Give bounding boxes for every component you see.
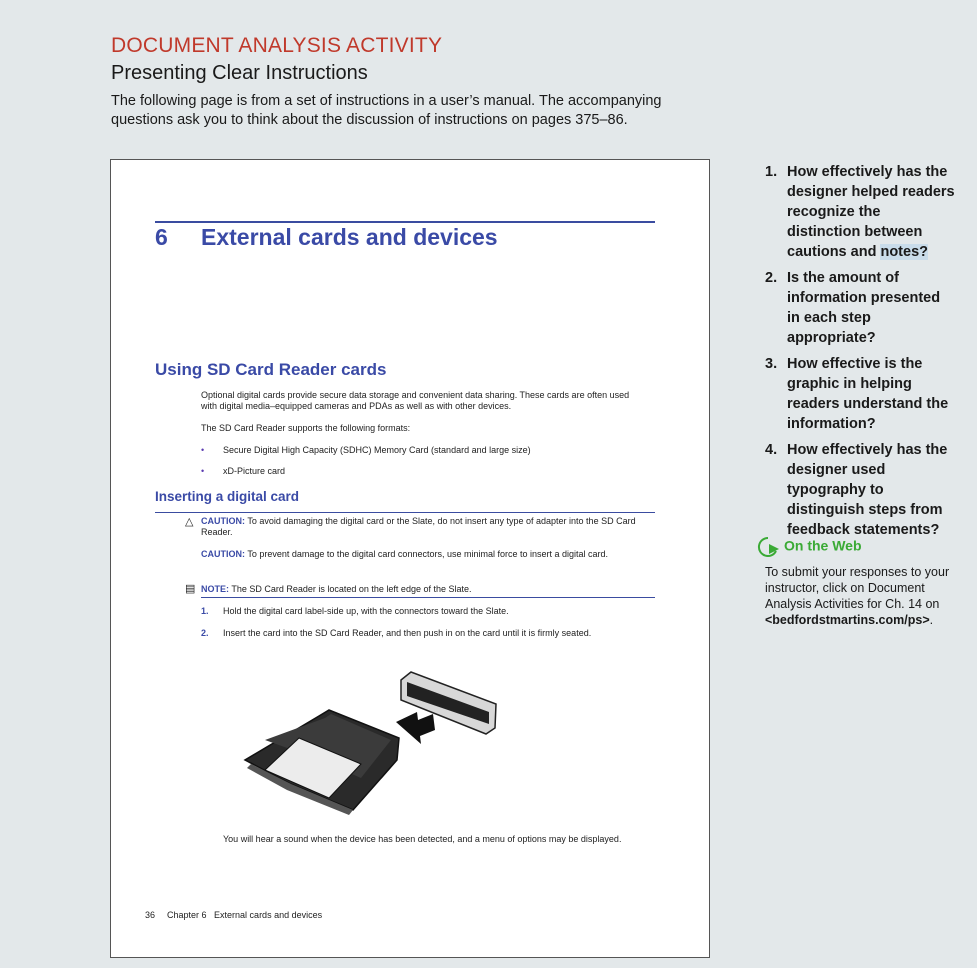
note-rule [201, 597, 655, 598]
question-item [765, 354, 955, 434]
step-2 [201, 628, 651, 639]
activity-intro: The following page is from a set of instructions in a user’s manual. The accompanying questions ask you to think about the discussion of instructions on pages 375–86. [111, 93, 662, 128]
activity-title: Presenting Clear Instructions [111, 62, 368, 84]
web-link[interactable]: <bedfordstmartins.com/ps> [765, 613, 930, 627]
web-instructions [765, 564, 965, 628]
question-text: Is the amount of information presented in each step appropriate? [787, 270, 941, 346]
caution-label: CAUTION: [201, 516, 245, 526]
bullet-item [201, 445, 641, 455]
manual-page [110, 159, 710, 958]
footer-chapter: Chapter 6 External cards and devices [167, 910, 323, 920]
bullet-item [201, 466, 641, 476]
formats-intro: The SD Card Reader supports the following formats: [201, 423, 411, 433]
bullet-text: Secure Digital High Capacity (SDHC) Memory Card (standard and large size) [223, 445, 531, 455]
web-arrow-icon [755, 534, 781, 560]
chapter-number: 6 [155, 224, 168, 250]
note-icon: ▤ [185, 583, 196, 595]
note-label: NOTE: [201, 584, 229, 594]
question-number: 4. [765, 442, 778, 458]
step-text: Insert the card into the SD Card Reader, and then push in on the card until it is firmly seated. [223, 628, 592, 638]
step-number: 2. [201, 628, 209, 638]
web-text-end: . [929, 613, 934, 627]
caution-text: To prevent damage to the digital card connectors, use minimal force to insert a digital card. [247, 549, 609, 559]
question-item [765, 440, 955, 540]
question-number: 2. [765, 270, 778, 286]
step-text: Hold the digital card label-side up, with the connectors toward the Slate. [223, 606, 509, 616]
section-paragraph: Optional digital cards provide secure data storage and convenient data sharing. These cards are often used with digital media–equipped cameras and PDAs as well as with other devices. [201, 390, 630, 411]
step-number: 1. [201, 606, 209, 616]
question-number: 3. [765, 356, 778, 372]
caution-1 [201, 516, 646, 538]
subsection-rule [155, 512, 655, 513]
web-text: To submit your responses to your instructor, click on Document Analysis Activities for Ch. 14 on [765, 565, 950, 611]
question-item [765, 268, 955, 348]
note [201, 584, 646, 595]
on-the-web-heading [755, 534, 862, 560]
question-text: How effectively has the designer helped readers recognize the distinction between cautions and [787, 164, 955, 260]
warning-triangle-icon: △ [185, 516, 194, 528]
step-1 [201, 606, 651, 617]
chapter-heading [155, 224, 498, 251]
caution-text: To avoid damaging the digital card or the Slate, do not insert any type of adapter into the SD Card Reader. [201, 516, 636, 537]
bullet-icon: • [201, 466, 205, 476]
question-highlight: notes? [880, 244, 928, 260]
note-text: The SD Card Reader is located on the left edge of the Slate. [231, 584, 472, 594]
caution-2 [201, 549, 646, 560]
question-list [765, 162, 955, 546]
chapter-title: External cards and devices [201, 224, 498, 250]
activity-kicker: DOCUMENT ANALYSIS ACTIVITY [111, 34, 443, 57]
chapter-rule [155, 221, 655, 223]
feedback-statement: You will hear a sound when the device has been detected, and a menu of options may be displayed. [223, 834, 622, 844]
page-footer [145, 910, 322, 920]
question-text: How effective is the graphic in helping readers understand the information? [787, 356, 949, 432]
footer-page-number: 36 [145, 910, 156, 920]
section-title: Using SD Card Reader cards [155, 360, 387, 379]
bullet-text: xD-Picture card [223, 466, 286, 476]
caution-label: CAUTION: [201, 549, 245, 559]
bullet-icon: • [201, 445, 205, 455]
question-number: 1. [765, 164, 778, 180]
web-heading-text: On the Web [784, 537, 862, 554]
question-item [765, 162, 955, 262]
subsection-title: Inserting a digital card [155, 489, 300, 504]
sd-card-illustration [211, 660, 511, 820]
question-text: How effectively has the designer used typography to distinguish steps from feedback statements? [787, 442, 948, 538]
